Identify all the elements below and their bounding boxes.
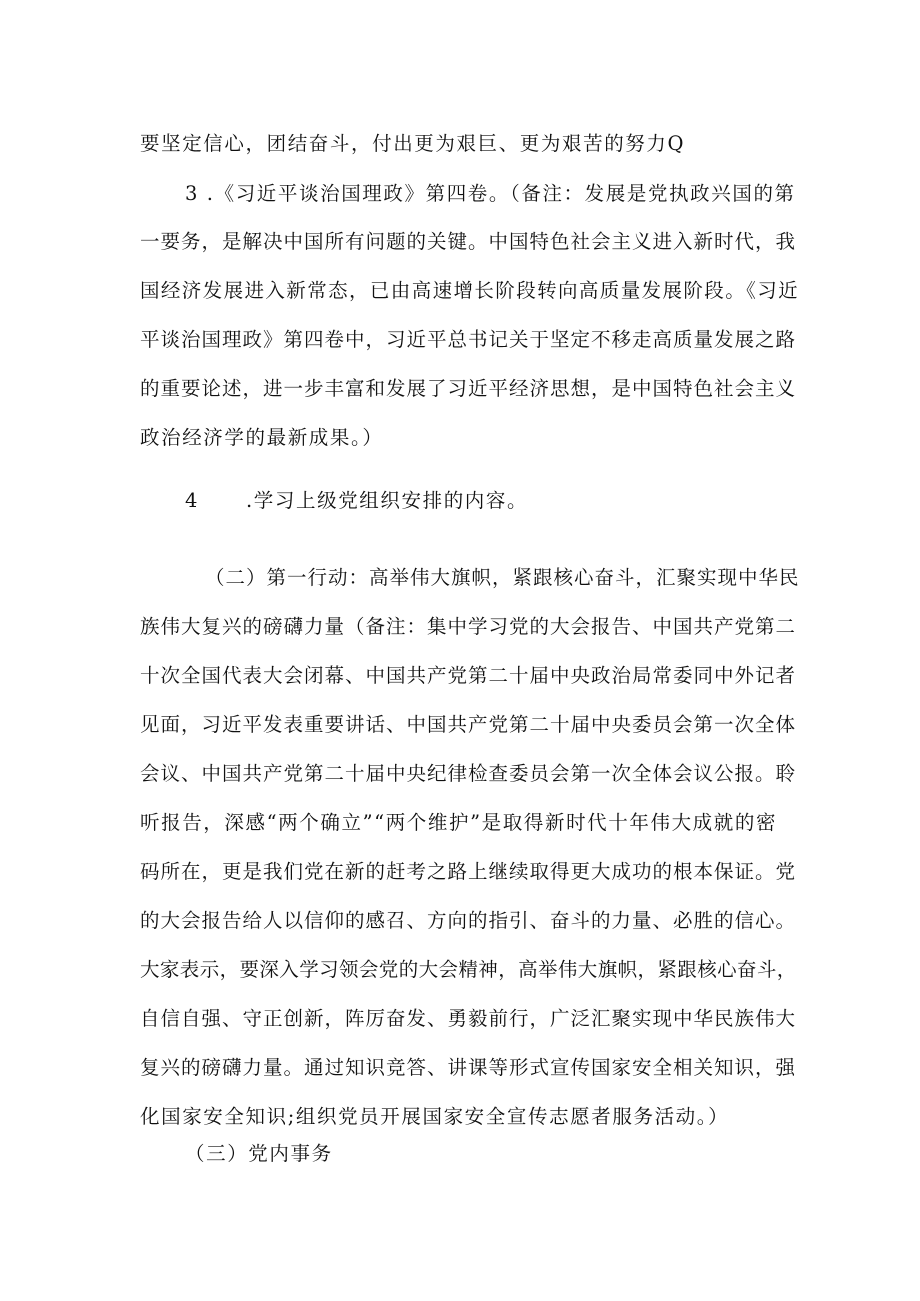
paragraph-line: 政治经济学的最新成果。） <box>140 426 384 449</box>
paragraph-line: 码所在，更是我们党在新的赶考之路上继续取得更大成功的根本保证。党 <box>140 860 797 883</box>
paragraph-line: 平谈治国理政》第四卷中，习近平总书记关于坚定不移走高质量发展之路 <box>140 328 797 351</box>
paragraph-line: 十次全国代表大会闭幕、中国共产党第二十届中央政治局常委同中外记者 <box>140 664 797 687</box>
paragraph-line: 的大会报告给人以信仰的感召、方向的指引、奋斗的力量、必胜的信心。 <box>140 909 797 932</box>
paragraph-line: 的重要论述，进一步丰富和发展了习近平经济思想，是中国特色社会主义 <box>140 377 797 400</box>
paragraph-line: 自信自强、守正创新，阵厉奋发、勇毅前行，广泛汇聚实现中华民族伟大 <box>140 1007 797 1030</box>
paragraph-line: 一要务，是解决中国所有问题的关键。中国特色社会主义进入新时代，我 <box>140 230 797 253</box>
section-heading-line: （二）第一行动：高举伟大旗帜，紧跟核心奋斗，汇聚实现中华民 <box>205 566 800 589</box>
paragraph-line: 化国家安全知识;组织党员开展国家安全宣传志愿者服务活动。） <box>140 1105 730 1128</box>
paragraph-line: 听报告，深感“两个确立”“两个维护”是取得新时代十年伟大成就的密 <box>140 811 778 834</box>
paragraph-line: 大家表示，要深入学习领会党的大会精神，高举伟大旗帜，紧跟核心奋斗， <box>140 958 797 981</box>
list-item-4-text: .学习上级党组织安排的内容。 <box>246 489 529 512</box>
paragraph-line: 族伟大复兴的磅礴力量（备注：集中学习党的大会报告、中国共产党第二 <box>140 615 797 638</box>
paragraph-line: 国经济发展进入新常态，已由高速增长阶段转向高质量发展阶段。《习近 <box>140 279 800 302</box>
section-heading-line: （三）党内事务 <box>185 1142 333 1165</box>
paragraph-line: 要坚定信心，团结奋斗，付出更为艰巨、更为艰苦的努力Q <box>140 132 686 155</box>
paragraph-line: 见面，习近平发表重要讲话、中国共产党第二十届中央委员会第一次全体 <box>140 713 797 736</box>
list-item-4-number: 4 <box>185 489 198 512</box>
paragraph-line: 复兴的磅礴力量。通过知识竞答、讲课等形式宣传国家安全相关知识，强 <box>140 1056 797 1079</box>
paragraph-line: 会议、中国共产党第二十届中央纪律检查委员会第一次全体会议公报。聆 <box>140 762 797 785</box>
list-item-3-line: 3 .《习近平谈治国理政》第四卷。（备注：发展是党执政兴国的第 <box>185 182 796 205</box>
